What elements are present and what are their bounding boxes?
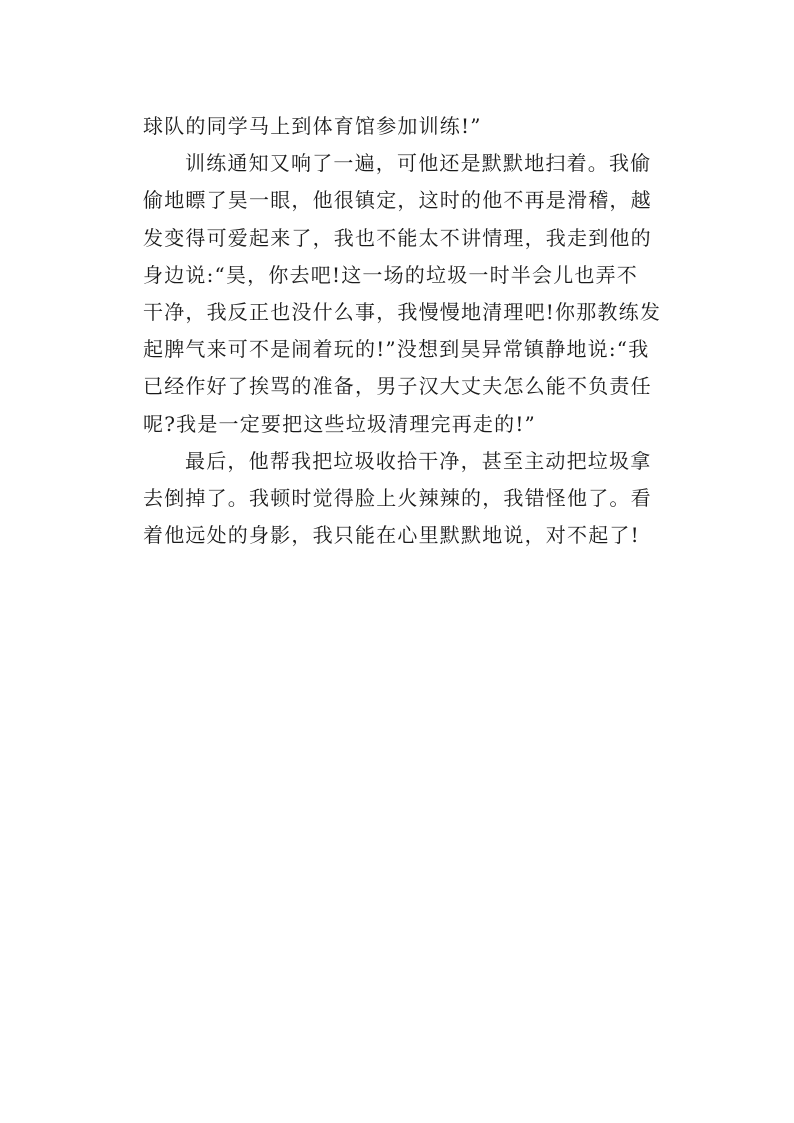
text-line: 起脾气来可不是闹着玩的!”没想到昊异常镇静地说:“我 bbox=[143, 337, 650, 362]
essay-body bbox=[143, 108, 663, 554]
text-line: 呢?我是一定要把这些垃圾清理完再走的!” bbox=[143, 411, 536, 436]
text-line: 身边说:“昊，你去吧!这一场的垃圾一时半会儿也弄不 bbox=[143, 262, 638, 287]
text-line: 偷地瞟了昊一眼，他很镇定，这时的他不再是滑稽，越 bbox=[143, 188, 652, 213]
text-line: 球队的同学马上到体育馆参加训练!” bbox=[143, 114, 482, 138]
text-line: 训练通知又响了一遍，可他还是默默地扫着。我偷 bbox=[185, 151, 652, 176]
text-line: 发变得可爱起来了，我也不能太不讲情理，我走到他的 bbox=[143, 225, 652, 250]
text-line: 着他远处的身影，我只能在心里默默地说，对不起了! bbox=[143, 523, 640, 548]
text-line: 已经作好了挨骂的准备，男子汉大丈夫怎么能不负责任 bbox=[143, 374, 652, 399]
text-line: 去倒掉了。我顿时觉得脸上火辣辣的，我错怪他了。看 bbox=[143, 485, 652, 510]
text-line: 最后，他帮我把垃圾收拾干净，甚至主动把垃圾拿 bbox=[185, 448, 652, 473]
text-line: 干净，我反正也没什么事，我慢慢地清理吧!你那教练发 bbox=[143, 299, 662, 324]
